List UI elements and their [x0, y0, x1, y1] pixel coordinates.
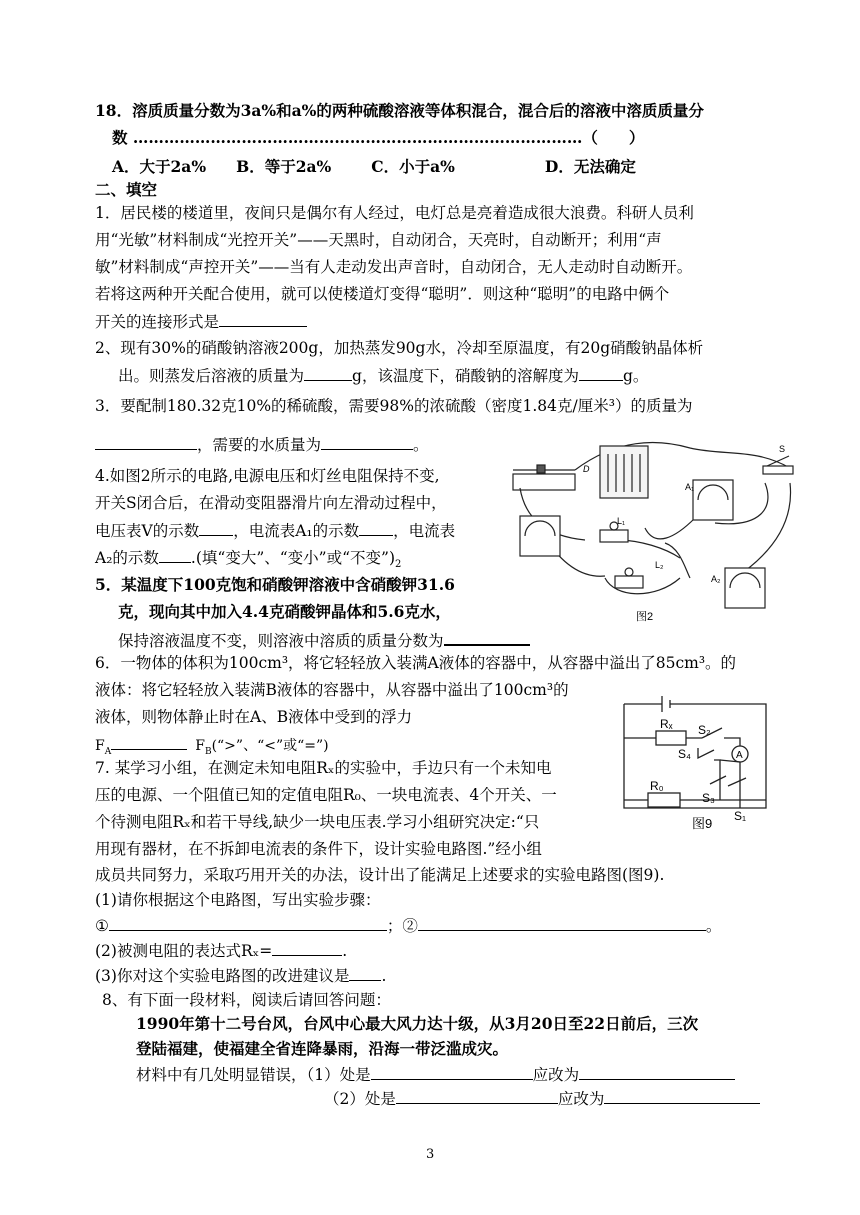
q1-line5-text: 开关的连接形式是: [95, 313, 220, 331]
q3-line1: 3．要配制180.32克10%的稀硫酸，需要98%的浓硫酸（密度1.84克/厘米³）的质量为: [95, 397, 693, 415]
fig2-label-a2: A₂: [711, 574, 721, 584]
fig9-s2: S₂: [698, 723, 711, 737]
q1-line3: 敏”材料制成“声控开关”——当有人走动发出声音时，自动闭合，无人走动时自动断开。: [95, 258, 693, 276]
q4-line3: [95, 519, 455, 542]
fig9-s1: S₁: [734, 809, 747, 823]
q7-step1-blank[interactable]: [109, 914, 387, 931]
q4-text-b: ，电流表A₁的示数: [233, 522, 360, 540]
q8-line4: [136, 1063, 735, 1086]
q7-line2: 压的电源、一个阻值已知的定值电阻R₀、一块电流表、4个开关、一: [95, 786, 557, 804]
fig9-ammeter: A: [736, 750, 743, 761]
q5-line3: [118, 628, 530, 652]
figure-2-circuit: [505, 428, 805, 628]
fig9-r0: R₀: [650, 779, 664, 793]
q4-blank-2[interactable]: [359, 519, 393, 536]
fig2-caption: 图2: [636, 611, 654, 623]
q1-line1: 1．居民楼的楼道里，夜间只是偶尔有人经过，电灯总是亮着造成很大浪费。科研人员利: [95, 204, 694, 222]
q7-line6: (1)请你根据这个电路图，写出实验步骤：: [95, 891, 381, 909]
q4-line2: 开关S闭合后，在滑动变阻器滑片向左滑动过程中，: [95, 494, 447, 512]
q4-text-a: 电压表V的示数: [95, 522, 200, 540]
q4-blank-3[interactable]: [159, 546, 191, 563]
q2-line1: 2、现有30%的硝酸钠溶液200g，加热蒸发90g水，冷却至原温度，有20g硝酸钠晶体析: [95, 339, 704, 357]
q7-line3: 个待测电阻Rₓ和若干导线,缺少一块电压表.学习小组研究决定:“只: [95, 813, 540, 831]
q7-step2-mark: ；②: [386, 917, 418, 935]
section-title: 二、填空: [95, 180, 158, 199]
q7-expr-blank[interactable]: [272, 939, 342, 956]
q1-blank[interactable]: [219, 310, 307, 327]
q2-text-b: g，该温度下，硝酸钠的溶解度为: [352, 367, 579, 385]
q3-text-end: 。: [413, 436, 429, 454]
q6-line1: 6．一物体的体积为100cm³，将它轻轻放入装满A液体的容器中，从容器中溢出了85cm³。的: [95, 654, 737, 672]
q7-suggest-end: .: [381, 967, 387, 985]
q6-blank[interactable]: [111, 733, 187, 750]
fig2-label-l2: L₂: [655, 560, 664, 570]
q4-blank-1[interactable]: [199, 519, 233, 536]
q8-line3: 登陆福建，使福建全省连降暴雨，沿海一带泛滥成灾。: [136, 1039, 509, 1058]
q7-line9: [95, 964, 386, 987]
q1-line4: 若将这两种开关配合使用，就可以使楼道灯变得“聪明”．则这种“聪明”的电路中俩个: [95, 285, 670, 303]
q7-line5: 成员共同努力，采取巧用开关的办法，设计出了能满足上述要求的实验电路图(图9).: [95, 866, 665, 884]
q6-fa-sub: A: [104, 746, 112, 757]
q6-hint: (“>”、“<”或“=”): [211, 738, 329, 754]
fig2-label-d: D: [583, 464, 590, 474]
q5-text: 保持溶液温度不变，则溶液中溶质的质量分数为: [118, 632, 444, 650]
q8-fix1-text: 应改为: [532, 1066, 580, 1084]
q4-line1: 4.如图2所示的电路,电源电压和灯丝电阻保持不变,: [95, 467, 440, 485]
q5-blank[interactable]: [444, 628, 530, 646]
q6-fa: F: [95, 738, 105, 754]
q7-expr-text: (2)被测电阻的表达式Rₓ=: [95, 942, 273, 960]
q3-text-a: ，需要的水质量为: [197, 436, 322, 454]
fig2-label-s: S: [779, 444, 786, 454]
q6-line2: 液体：将它轻轻放入装满B液体的容器中，从容器中溢出了100cm³的: [95, 681, 569, 699]
q8-fix1-blank[interactable]: [579, 1063, 735, 1080]
q18-option-a: A．大于2a%: [112, 157, 207, 176]
fig9-s3: S₃: [702, 791, 715, 805]
q2-line2: [118, 364, 648, 387]
q3-blank-1[interactable]: [95, 433, 197, 450]
q4-stray-mark: 2: [395, 559, 402, 571]
q1-line2: 用“光敏”材料制成“光控开关”——天黑时，自动闭合，天亮时，自动断开；利用“声: [95, 231, 662, 249]
q7-expr-end: .: [342, 942, 348, 960]
q8-line5: [324, 1087, 760, 1110]
q8-fix2-text: 应改为: [557, 1090, 605, 1108]
q7-line7-end: 。: [705, 917, 722, 935]
fig9-rx: Rₓ: [660, 717, 673, 731]
q2-text-a: 出。则蒸发后溶液的质量为: [118, 367, 305, 385]
page-number: 3: [426, 1147, 435, 1162]
q2-blank-2[interactable]: [579, 364, 623, 381]
q3-line2: [95, 433, 429, 456]
q8-fix2-blank[interactable]: [604, 1087, 760, 1104]
q6-fb-sub: B: [204, 746, 212, 757]
q8-line1: 8、有下面一段材料，阅读后请回答问题：: [102, 991, 391, 1009]
q6-line3: 液体，则物体静止时在A、B液体中受到的浮力: [95, 708, 413, 726]
fig2-label-a1: A₁: [685, 482, 695, 492]
q7-line4: 用现有器材，在不拆卸电流表的条件下，设计实验电路图.”经小组: [95, 840, 542, 858]
q4-line4: [95, 546, 401, 576]
q7-suggest-text: (3)你对这个实验电路图的改进建议是: [95, 967, 350, 985]
q7-line8: [95, 939, 347, 962]
q2-text-c: g。: [622, 367, 649, 385]
q8-err2-blank[interactable]: [396, 1087, 558, 1104]
q8-line2: 1990年第十二号台风，台风中心最大风力达十级，从3月20日至22日前后，三次: [136, 1014, 699, 1033]
q7-line1: 7. 某学习小组，在测定未知电阻Rₓ的实验中，手边只有一个未知电: [95, 759, 552, 777]
q5-line1: 5．某温度下100克饱和硝酸钾溶液中含硝酸钾31.6: [95, 575, 455, 594]
q7-suggest-blank[interactable]: [349, 964, 381, 981]
q8-err1-text: 材料中有几处明显错误，（1）处是: [136, 1066, 371, 1084]
q18-option-c: C．小于a%: [371, 157, 455, 176]
q18-line2: 数 ……………………………………………………………………………（ ）: [112, 128, 645, 147]
q4-text-d: A₂的示数: [95, 549, 159, 567]
q8-err2-text: （2）处是: [324, 1090, 396, 1108]
q18-line1: 18．溶质质量分数为3a%和a%的两种硫酸溶液等体积混合，混合后的溶液中溶质质量分: [95, 101, 704, 120]
q6-fb: F: [195, 738, 205, 754]
q8-err1-blank[interactable]: [371, 1063, 533, 1080]
q18-option-d: D．无法确定: [544, 157, 636, 176]
q2-blank-1[interactable]: [304, 364, 352, 381]
q1-line5: [95, 310, 307, 333]
q18-option-b: B．等于2a%: [236, 157, 332, 176]
q4-text-e: .(填“变大”、“变小”或“不变”): [190, 549, 395, 567]
q3-blank-2[interactable]: [321, 433, 413, 450]
q5-line2: 克，现向其中加入4.4克硝酸钾晶体和5.6克水，: [118, 602, 451, 621]
q7-line7: [95, 914, 721, 937]
fig9-caption: 图9: [692, 816, 713, 831]
figure-9-circuit: [622, 696, 768, 834]
q7-step1-mark: ①: [95, 917, 109, 935]
fig2-label-l1: L₁: [617, 516, 626, 526]
q4-text-c: ，电流表: [393, 522, 456, 540]
q7-step2-blank[interactable]: [418, 914, 706, 931]
q18-options: [112, 156, 636, 178]
fig9-s4: S₄: [678, 747, 691, 761]
